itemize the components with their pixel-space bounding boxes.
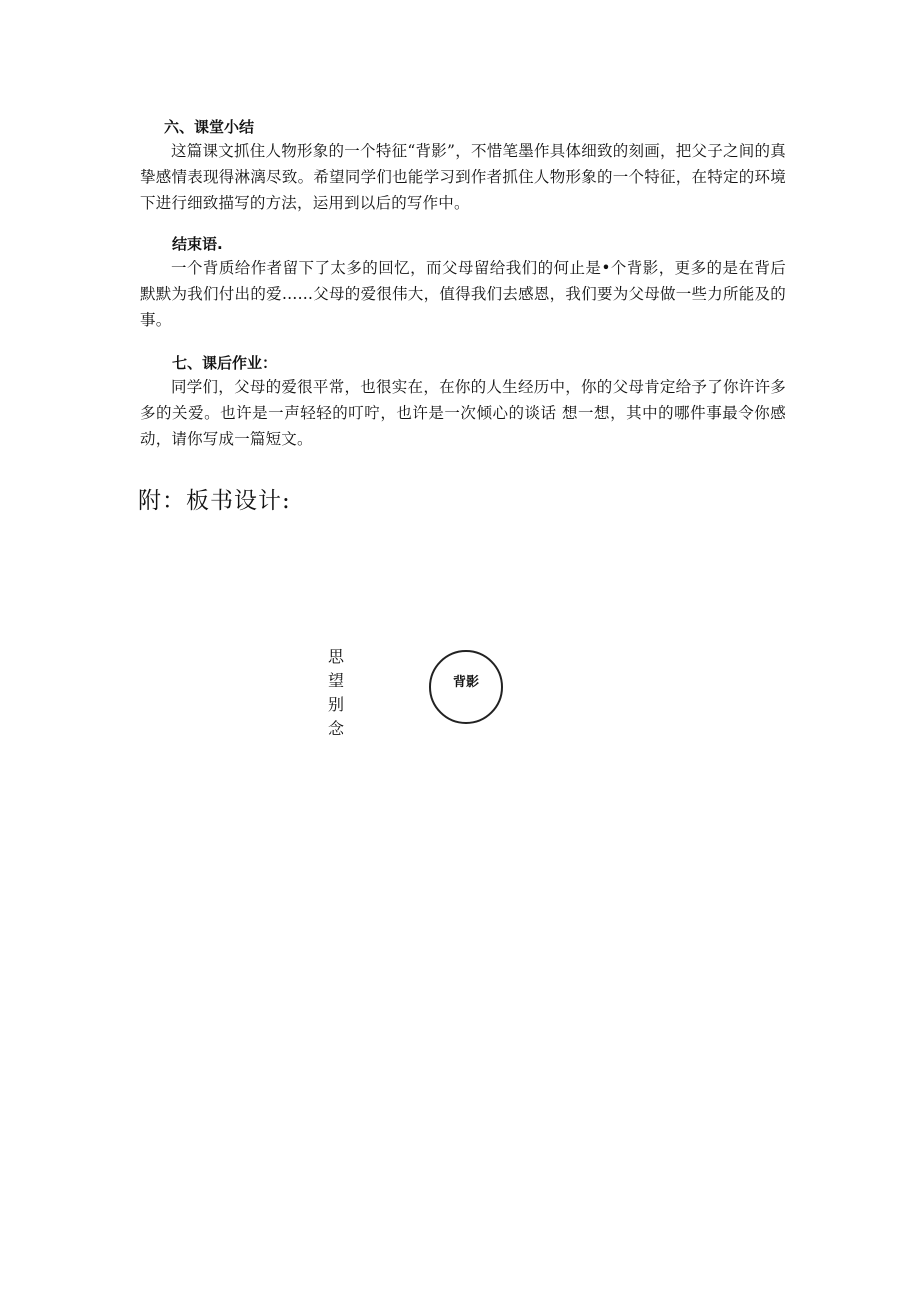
board-circle [429, 650, 503, 724]
section-summary-heading: 六、课堂小结 [164, 118, 255, 136]
appendix-title: 附：板书设计: [138, 488, 291, 514]
section-summary [140, 116, 786, 216]
board-char: 望 [327, 671, 344, 690]
board-vertical-text [325, 645, 347, 741]
section-homework-paragraph: 同学们，父母的爱很平常，也很实在，在你的人生经历中，你的父母肯定给予了你许许多多的关爱。也许是一声轻轻的叮咛，也许是一次倾心的谈话 想一想，其中的哪件事最令你感动，请你写成一篇短文。 [140, 378, 786, 448]
section-summary-paragraph: 这篇课文抓住人物形象的一个特征“背影”，不惜笔墨作具体细致的刻画，把父子之间的真挚感情表现得淋漓尽致。希望同学们也能学习到作者抓住人物形象的一个特征，在特定的环境下进行细致描写的方法，运用到以后的写作中。 [140, 142, 786, 212]
section-conclusion-heading: 结束语. [172, 235, 223, 253]
board-char: 别 [327, 695, 344, 714]
section-conclusion-paragraph: 一个背质给作者留下了太多的回忆，而父母留给我们的何止是•个背影，更多的是在背后默默为我们付出的爱……父母的爱很伟大，值得我们去感恩，我们要为父母做一些力所能及的事。 [140, 259, 786, 329]
section-homework-heading: 七、课后作业： [172, 354, 278, 372]
section-conclusion [140, 233, 786, 333]
board-char: 念 [327, 719, 344, 738]
section-homework [140, 352, 786, 452]
board-char: 思 [327, 647, 344, 666]
board-circle-label: 背影 [452, 675, 479, 690]
